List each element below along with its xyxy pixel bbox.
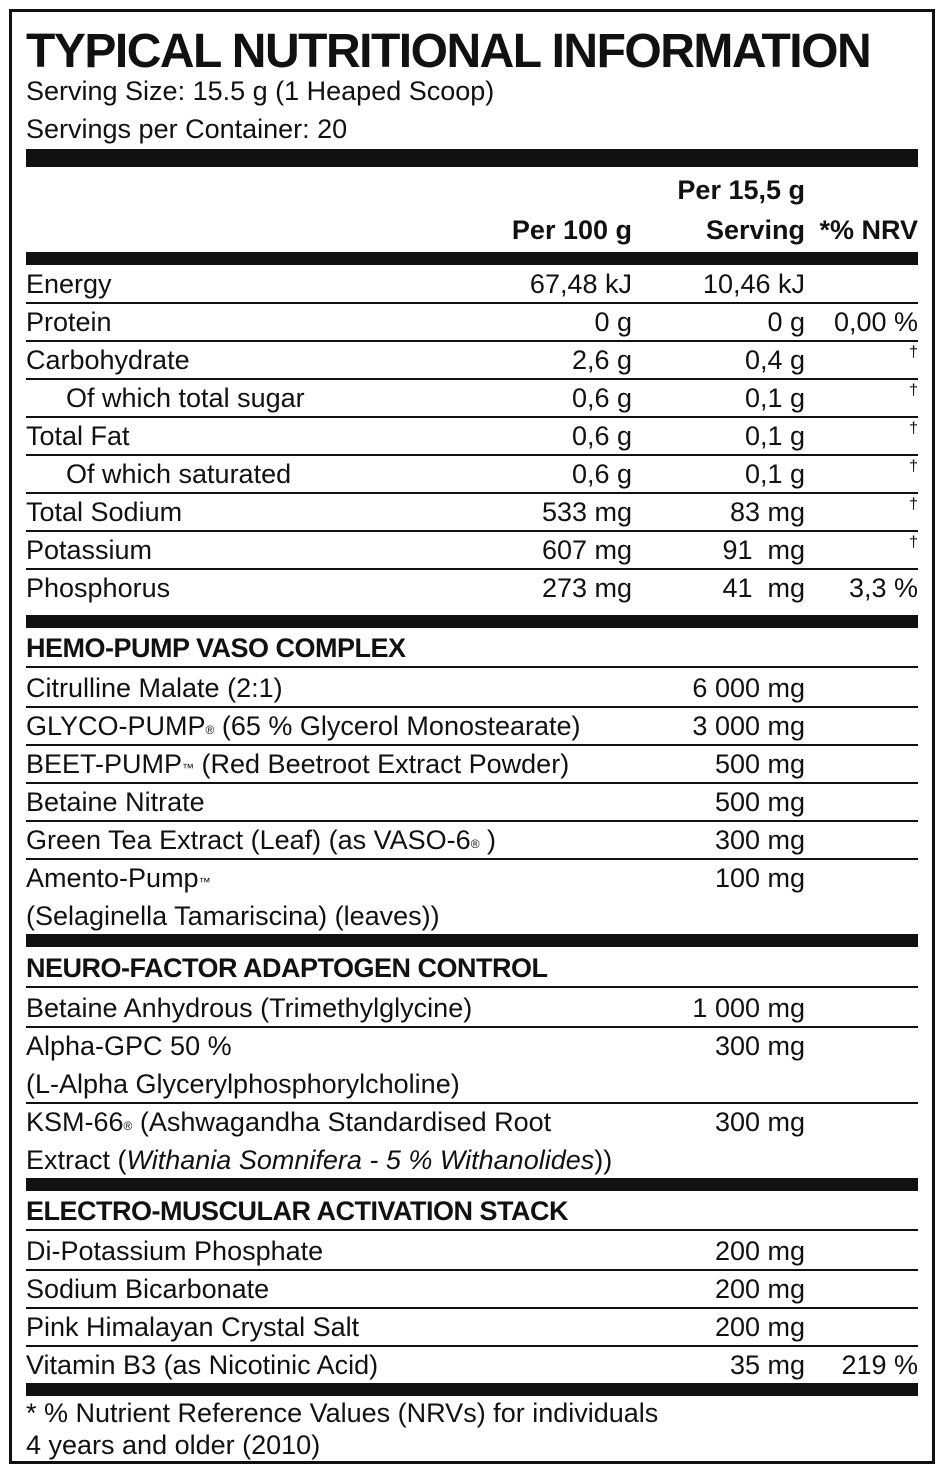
- ingredient-name-line2: (L-Alpha Glycerylphosphorylcholine): [26, 1069, 460, 1099]
- ingredient-name-line2: (Selaginella Tamariscina) (leaves)): [26, 901, 440, 931]
- ingredient-name: Vitamin B3 (as Nicotinic Acid): [26, 1350, 379, 1380]
- nutrient-name: Potassium: [26, 535, 153, 565]
- ingredient-name: Citrulline Malate (2:1): [26, 673, 283, 703]
- per100-value: 0,6 g: [571, 383, 632, 413]
- nutrient-name: Energy: [26, 269, 112, 299]
- table-row: [26, 455, 918, 493]
- ingredient-name: Betaine Anhydrous (Trimethylglycine): [26, 993, 473, 1023]
- table-row: [26, 303, 918, 341]
- per100-value: 0,6 g: [571, 459, 632, 489]
- panel-title: TYPICAL NUTRITIONAL INFORMATION: [26, 25, 871, 78]
- serving-value: 10,46 kJ: [702, 269, 805, 299]
- ingredient-amount: 200 mg: [714, 1312, 805, 1342]
- servings-per-container: Servings per Container: 20: [26, 114, 348, 144]
- nrv-dagger: †: [909, 496, 918, 513]
- nutrient-name: Total Fat: [26, 421, 130, 451]
- nrv-dagger: †: [909, 382, 918, 399]
- serving-value: 91 mg: [722, 535, 805, 565]
- ingredient-amount: 200 mg: [714, 1274, 805, 1304]
- ingredient-amount: 300 mg: [714, 1031, 805, 1061]
- ingredient-amount: 100 mg: [714, 863, 805, 893]
- nrv-value: 3,3 %: [848, 573, 918, 603]
- ingredient-amount: 300 mg: [714, 825, 805, 855]
- nrv-value: 219 %: [841, 1350, 918, 1380]
- nutrition-panel: [9, 9, 935, 1464]
- nrv-value: 0,00 %: [833, 307, 918, 337]
- ingredient-name: KSM-66® (Ashwagandha Standardised Root: [26, 1107, 552, 1137]
- ingredient-amount: 500 mg: [714, 749, 805, 779]
- table-row: [26, 493, 918, 531]
- serving-value: 0 g: [767, 307, 805, 337]
- per100-value: 607 mg: [541, 535, 632, 565]
- row-divider: [26, 986, 918, 988]
- serving-value: 83 mg: [729, 497, 805, 527]
- nrv-dagger: †: [909, 420, 918, 437]
- serving-value: 41 mg: [722, 573, 805, 603]
- ingredient-amount: 200 mg: [714, 1236, 805, 1266]
- divider-bar: [26, 1383, 918, 1396]
- col-header-serving-2: Serving: [705, 215, 805, 245]
- row-divider: [26, 1229, 918, 1231]
- ingredient-amount: 6 000 mg: [692, 673, 805, 703]
- divider-bar: [26, 252, 918, 265]
- per100-value: 67,48 kJ: [529, 269, 632, 299]
- ingredient-name: BEET-PUMP™ (Red Beetroot Extract Powder): [26, 749, 570, 779]
- table-row: [26, 569, 918, 607]
- section-heading-neuro: NEURO-FACTOR ADAPTOGEN CONTROL: [26, 953, 548, 983]
- ingredient-amount: 35 mg: [729, 1350, 805, 1380]
- nutrient-name: Of which total sugar: [66, 383, 305, 413]
- ingredient-name: Betaine Nitrate: [26, 787, 205, 817]
- per100-value: 0 g: [594, 307, 632, 337]
- divider-bar: [26, 934, 918, 947]
- panel-content: [26, 12, 918, 1461]
- per100-value: 0,6 g: [571, 421, 632, 451]
- table-row: [26, 341, 918, 379]
- footnote-line-2: 4 years and older (2010): [26, 1430, 321, 1460]
- table-row: [26, 379, 918, 417]
- ingredient-amount: 1 000 mg: [692, 993, 805, 1023]
- serving-value: 0,1 g: [744, 421, 805, 451]
- divider-bar: [26, 149, 918, 167]
- col-header-per100: Per 100 g: [511, 215, 632, 245]
- nutrient-name: Protein: [26, 307, 112, 337]
- ingredient-name: Sodium Bicarbonate: [26, 1274, 270, 1304]
- nrv-dagger: †: [909, 458, 918, 475]
- section-heading-electro: ELECTRO-MUSCULAR ACTIVATION STACK: [26, 1196, 568, 1226]
- divider-bar: [26, 615, 918, 628]
- serving-value: 0,1 g: [744, 459, 805, 489]
- ingredient-name: Pink Himalayan Crystal Salt: [26, 1312, 360, 1342]
- nrv-dagger: †: [909, 534, 918, 551]
- serving-value: 0,1 g: [744, 383, 805, 413]
- serving-value: 0,4 g: [744, 345, 805, 375]
- ingredient-name: Di-Potassium Phosphate: [26, 1236, 324, 1266]
- table-row: [26, 265, 918, 303]
- serving-size: Serving Size: 15.5 g (1 Heaped Scoop): [26, 76, 495, 106]
- footnote-line-1: * % Nutrient Reference Values (NRVs) for individuals: [26, 1398, 659, 1428]
- row-divider: [26, 666, 918, 668]
- nutrient-name: Of which saturated: [66, 459, 292, 489]
- table-row: [26, 531, 918, 569]
- per100-value: 533 mg: [541, 497, 632, 527]
- col-header-nrv: *% NRV: [819, 215, 918, 245]
- ingredient-name: Green Tea Extract (Leaf) (as VASO-6® ): [26, 825, 497, 855]
- divider-bar: [26, 1178, 918, 1191]
- nrv-dagger: †: [909, 344, 918, 361]
- col-header-serving-1: Per 15,5 g: [677, 175, 805, 205]
- per100-value: 273 mg: [541, 573, 632, 603]
- ingredient-name: GLYCO-PUMP® (65 % Glycerol Monostearate): [26, 711, 581, 741]
- nutrient-name: Phosphorus: [26, 573, 171, 603]
- ingredient-name: Alpha-GPC 50 %: [26, 1031, 232, 1061]
- nutrient-name: Carbohydrate: [26, 345, 190, 375]
- ingredient-name: Amento-Pump™: [26, 863, 211, 893]
- ingredient-amount: 300 mg: [714, 1107, 805, 1137]
- ingredient-amount: 3 000 mg: [692, 711, 805, 741]
- ingredient-name-line2: Extract (Withania Somnifera - 5 % Withanolides)): [26, 1145, 613, 1175]
- table-row: [26, 417, 918, 455]
- section-heading-hemo: HEMO-PUMP VASO COMPLEX: [26, 633, 406, 663]
- nutrient-name: Total Sodium: [26, 497, 183, 527]
- per100-value: 2,6 g: [571, 345, 632, 375]
- ingredient-amount: 500 mg: [714, 787, 805, 817]
